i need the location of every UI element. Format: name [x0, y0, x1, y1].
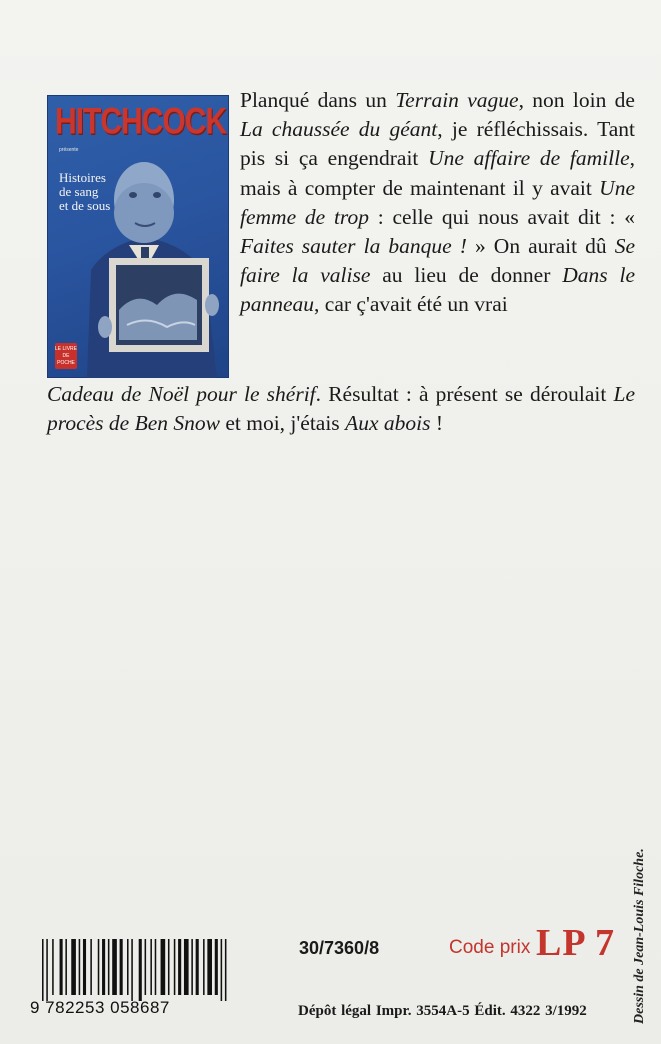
publisher-logo: LE LIVRE DE POCHE: [55, 343, 77, 369]
cover-title-line: et de sous: [59, 198, 111, 213]
book-title: Faites sauter la banque !: [240, 234, 467, 259]
reference-number: 30/7360/8: [299, 938, 380, 958]
book-title: Terrain vague: [395, 88, 519, 112]
blurb-run: et moi, j'étais: [219, 411, 346, 436]
blurb-run: Planqué dans un: [240, 88, 396, 112]
illustration-credit-text: Dessin de Jean-Louis Filoche.: [632, 848, 647, 1024]
cover-presente: présente: [59, 147, 79, 153]
book-title: Aux abois: [345, 411, 431, 436]
blurb-text: [240, 86, 635, 320]
blurb-run: !: [430, 411, 444, 436]
cover-title-line: Histoires: [59, 170, 106, 185]
barcode: [30, 935, 255, 1005]
price-code: LP 7: [536, 922, 615, 964]
book-title: Une femme de trop: [240, 175, 635, 229]
book-title: Le procès de Ben Snow: [47, 382, 636, 436]
blurb-run: » On aurait dû: [466, 234, 615, 259]
cover-title: [59, 171, 149, 213]
isbn-digits: 9 782253 058687: [30, 998, 170, 1017]
blurb-run: : celle qui nous avait dit : «: [369, 204, 636, 229]
blurb-text-continued: [47, 380, 635, 438]
book-title: Dans le panneau: [240, 263, 636, 317]
blurb-run: , non loin de: [518, 88, 635, 112]
book-title: Se faire la valise: [240, 234, 635, 288]
legal-deposit: Dépôt légal Impr. 3554A-5 Édit. 4322 3/1992: [298, 1003, 587, 1019]
book-title: Cadeau de Noël pour le shérif: [47, 382, 316, 406]
blurb-run: au lieu de donner: [370, 263, 563, 288]
blurb-run: . Résultat : à présent se déroulait: [315, 382, 614, 406]
blurb-run: , mais à compter de maintenant il y avait: [240, 146, 635, 200]
cover-brand: HITCHCOCK: [55, 101, 226, 143]
cover-thumbnail: [47, 95, 229, 378]
blurb-run: , je réfléchissais. Tant pis si ça engendrait: [240, 117, 635, 171]
book-title: La chaussée du géant: [240, 117, 438, 142]
blurb-run: , car ç'avait été un vrai: [314, 292, 508, 317]
price-label: Code prix: [449, 937, 531, 958]
illustration-credit: [632, 812, 652, 1024]
cover-title-line: de sang: [59, 184, 99, 199]
book-title: Une affaire de famille: [428, 146, 630, 171]
